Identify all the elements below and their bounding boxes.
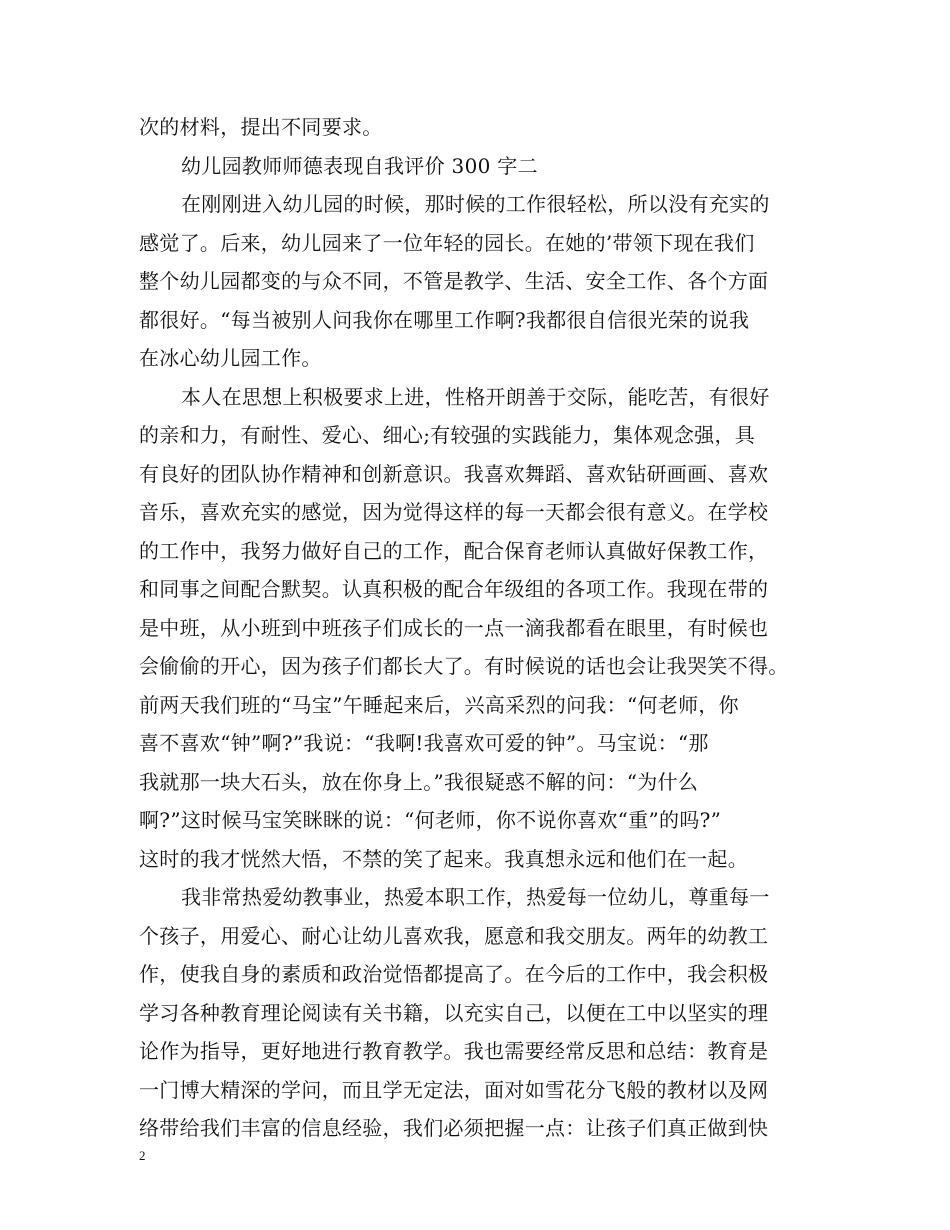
text-line: 我就那一块大石头，放在你身上。”我很疑惑不解的问：“为什么 xyxy=(139,769,699,794)
text-line: 一门博大精深的学问，而且学无定法，面对如雪花分飞般的教材以及网 xyxy=(139,1077,769,1102)
text-line: 个孩子，用爱心、耐心让幼儿喜欢我，愿意和我交朋友。两年的幼教工 xyxy=(139,923,769,948)
text-line: 的亲和力，有耐性、爱心、细心;有较强的实践能力，集体观念强，具 xyxy=(139,423,756,447)
body-text xyxy=(139,108,829,1148)
text-line: 会偷偷的开心，因为孩子们都长大了。有时候说的话也会让我哭笑不得。 xyxy=(139,654,789,678)
text-line: 本人在思想上积极要求上进，性格开朗善于交际，能吃苦，有很好 xyxy=(181,384,770,409)
text-line: 在冰心幼儿园工作。 xyxy=(139,346,322,370)
text-line: 我非常热爱幼教事业，热爱本职工作，热爱每一位幼儿，尊重每一 xyxy=(181,885,770,909)
text-line: 和同事之间配合默契。认真积极的配合年级组的各项工作。我现在带的 xyxy=(139,577,769,601)
text-line: 都很好。“每当被别人问我你在哪里工作啊?我都很自信很光荣的说我 xyxy=(139,307,750,332)
text-line: 啊?”这时候马宝笑眯眯的说：“何老师，你不说你喜欢“重”的吗?” xyxy=(139,808,722,832)
text-line: 是中班，从小班到中班孩子们成长的一点一滴我都看在眼里，有时候也 xyxy=(139,615,769,640)
text-line: 整个幼儿园都变的与众不同，不管是教学、生活、安全工作、各个方面 xyxy=(139,269,769,293)
text-line: 的工作中，我努力做好自己的工作，配合保育老师认真做好保教工作， xyxy=(139,538,769,563)
text-line: 音乐，喜欢充实的感觉，因为觉得这样的每一天都会很有意义。在学校 xyxy=(139,500,769,524)
text-line: 前两天我们班的“马宝”午睡起来后，兴高采烈的问我：“何老师，你 xyxy=(139,692,739,717)
text-line: 次的材料，提出不同要求。 xyxy=(139,115,383,139)
text-line: 络带给我们丰富的信息经验，我们必须把握一点：让孩子们真正做到快 xyxy=(139,1116,769,1140)
text-line: 学习各种教育理论阅读有关书籍，以充实自己，以便在工中以坚实的理 xyxy=(139,1000,769,1025)
section-heading: 幼儿园教师师德表现自我评价 300 字二 xyxy=(181,153,538,178)
text-line: 在刚刚进入幼儿园的时候，那时候的工作很轻松，所以没有充实的 xyxy=(181,192,770,216)
page-number: 2 xyxy=(139,1148,146,1163)
text-line: 论作为指导，更好地进行教育教学。我也需要经常反思和总结：教育是 xyxy=(139,1039,769,1063)
text-line: 感觉了。后来，幼儿园来了一位年轻的园长。在她的’带领下现在我们 xyxy=(139,230,755,255)
text-line: 喜不喜欢“钟”啊?”我说：“我啊!我喜欢可爱的钟”。马宝说：“那 xyxy=(139,731,709,755)
text-line: 这时的我才恍然大悟，不禁的笑了起来。我真想永远和他们在一起。 xyxy=(139,846,748,871)
text-line: 有良好的团队协作精神和创新意识。我喜欢舞蹈、喜欢钻研画画、喜欢 xyxy=(139,461,769,486)
text-line: 作，使我自身的素质和政治觉悟都提高了。在今后的工作中，我会积极 xyxy=(139,962,769,986)
